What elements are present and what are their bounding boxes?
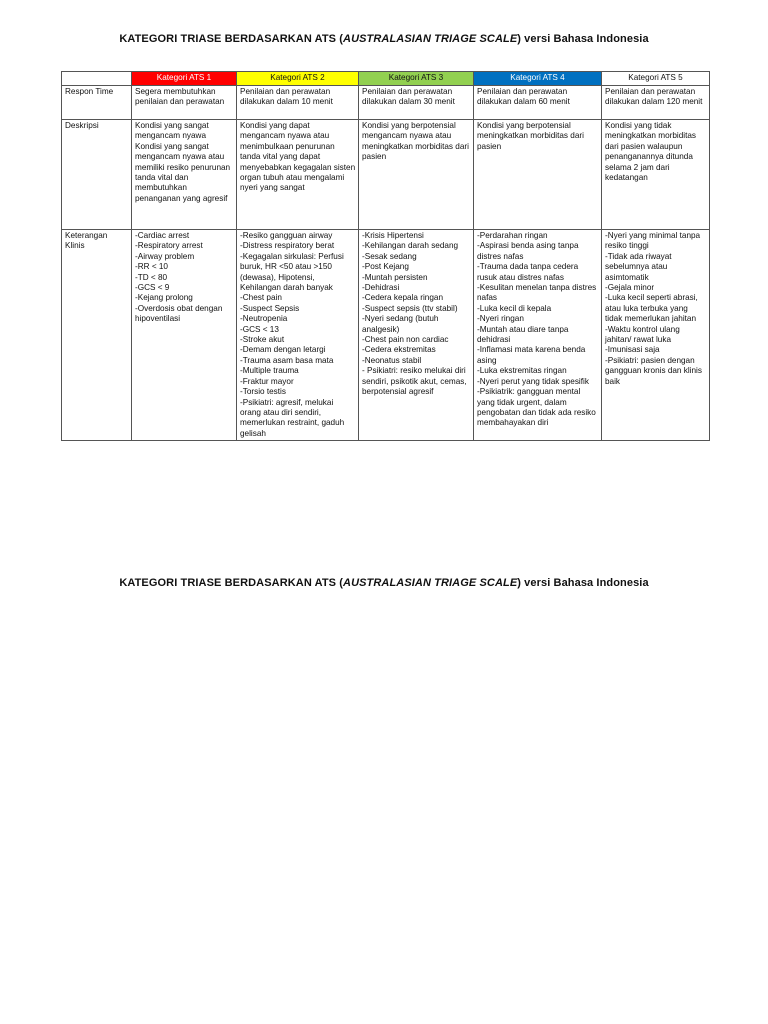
list-item: -GCS < 13 (240, 324, 279, 334)
list-item: -Nyeri perut yang tidak spesifik (477, 376, 589, 386)
list-item: -Krisis Hipertensi (362, 231, 424, 240)
cell-klinis-ats5 (602, 230, 710, 441)
cell-klinis-ats4 (474, 230, 602, 441)
title-text: KATEGORI TRIASE BERDASARKAN ATS ( (119, 33, 344, 45)
cell-klinis-ats1 (132, 230, 237, 441)
list-item: -Airway problem (135, 251, 195, 261)
list-item: -Nyeri yang minimal tanpa resiko tinggi (605, 231, 701, 251)
cell-respon-ats5: Penilaian dan perawatan dilakukan dalam 120 menit (602, 86, 710, 120)
cell-deskripsi-ats5: Kondisi yang tidak meningkatkan morbiditas dari pasien walaupun penanganannya ditunda selama 2 jam dari kedatangan (602, 120, 710, 230)
list-item: -Sesak sedang (362, 251, 417, 261)
header-ats3: Kategori ATS 3 (359, 72, 474, 86)
list-item: -Kehilangan darah sedang (362, 241, 459, 251)
list-item: -Muntah atau diare tanpa dehidrasi (477, 324, 569, 345)
header-ats2: Kategori ATS 2 (237, 72, 359, 86)
page-title (0, 33, 768, 45)
list-item: -GCS < 9 (135, 283, 170, 293)
list-item: -Torsio testis (240, 387, 286, 397)
cell-respon-ats3: Penilaian dan perawatan dilakukan dalam 30 menit (359, 86, 474, 120)
list-item: -Suspect Sepsis (240, 303, 300, 313)
list-item: -Trauma dada tanpa cedera rusuk atau distres nafas (477, 262, 579, 282)
ats-triage-table (61, 71, 710, 441)
list-item: -Cedera ekstremitas (362, 345, 436, 355)
list-item: -Multiple trauma (240, 366, 299, 376)
header-ats1: Kategori ATS 1 (132, 72, 237, 86)
row-label-keterangan-klinis: Keterangan Klinis (62, 230, 132, 441)
list-item: -Kegagalan sirkulasi: Perfusi buruk, HR <50 atau >150 (dewasa), Hipotensi, Kehilangan darah banyak (240, 251, 344, 293)
title-tail-text: ) versi Bahasa Indonesia (517, 577, 649, 589)
table-header-row (62, 72, 710, 86)
list-item: -Inflamasi mata karena benda asing (477, 345, 586, 365)
row-label-deskripsi: Deskripsi (62, 120, 132, 230)
row-label-respon-time: Respon Time (62, 86, 132, 120)
header-ats4: Kategori ATS 4 (474, 72, 602, 86)
list-item: -Luka kecil seperti abrasi, atau luka terbuka yang tidak memerlukan jahitan (605, 293, 698, 324)
list-item: -Imunisasi saja (605, 345, 660, 355)
list-item: -Distress respiratory berat (240, 241, 335, 251)
title-text: KATEGORI TRIASE BERDASARKAN ATS ( (119, 577, 344, 589)
list-item: -Aspirasi benda asing tanpa distres nafas (477, 241, 579, 261)
list-item: -Overdosis obat dengan hipoventilasi (135, 303, 223, 324)
page-title-repeat (0, 577, 768, 589)
list-item: -Demam dengan letargi (240, 345, 326, 355)
list-item: -Suspect sepsis (ttv stabil) (362, 303, 458, 313)
list-item: -Psikiatrik: gangguan mental yang tidak urgent, dalam pengobatan dan tidak ada resiko membahayakan diri (477, 387, 596, 428)
list-item: -Muntah persisten (362, 272, 428, 282)
list-item: -Chest pain non cardiac (362, 335, 449, 345)
title-italic-text: AUSTRALASIAN TRIAGE SCALE (343, 33, 518, 45)
list-item: -Chest pain (240, 293, 282, 303)
list-item: -Dehidrasi (362, 283, 400, 293)
list-item: -Kejang prolong (135, 293, 193, 303)
list-item: -Resiko gangguan airway (240, 231, 333, 240)
list-item: -Gejala minor (605, 283, 655, 293)
title-italic-text: AUSTRALASIAN TRIAGE SCALE (343, 577, 518, 589)
list-item: -Psikiatri: pasien dengan gangguan kronis dan klinis baik (605, 355, 702, 386)
header-ats5: Kategori ATS 5 (602, 72, 710, 86)
cell-deskripsi-ats4: Kondisi yang berpotensial meningkatkan morbiditas dari pasien (474, 120, 602, 230)
cell-respon-ats2: Penilaian dan perawatan dilakukan dalam 10 menit (237, 86, 359, 120)
table-row-keterangan-klinis (62, 230, 710, 441)
list-item: -Cedera kepala ringan (362, 293, 444, 303)
table-row-deskripsi (62, 120, 710, 230)
list-item: -Neonatus stabil (362, 355, 422, 365)
title-tail-text: ) versi Bahasa Indonesia (517, 33, 649, 45)
list-item: -RR < 10 (135, 262, 168, 272)
list-item: -Waktu kontrol ulang jahitan/ rawat luka (605, 324, 680, 345)
list-item: -Nyeri ringan (477, 314, 524, 324)
list-item: -Nyeri sedang (butuh analgesik) (362, 314, 439, 334)
list-item: -Luka kecil di kepala (477, 303, 552, 313)
cell-deskripsi-ats1: Kondisi yang sangat mengancam nyawa Kondisi yang sangat mengancam nyawa atau memiliki resiko penurunan tanda vital dan membutuhkan penanganan yang agresif (132, 120, 237, 230)
cell-respon-ats1: Segera membutuhkan penilaian dan perawatan (132, 86, 237, 120)
cell-deskripsi-ats2: Kondisi yang dapat mengancam nyawa atau menimbulkaan penurunan tanda vital yang dapat menyebabkan kegagalan sisten organ tubuh atau mengalami nyeri yang sangat (237, 120, 359, 230)
list-item: -Trauma asam basa mata (240, 355, 334, 365)
list-item: -Post Kejang (362, 262, 409, 272)
list-item: -Fraktur mayor (240, 376, 294, 386)
list-item: -Kesulitan menelan tanpa distres nafas (477, 283, 597, 303)
cell-respon-ats4: Penilaian dan perawatan dilakukan dalam 60 menit (474, 86, 602, 120)
cell-klinis-ats3 (359, 230, 474, 441)
list-item: -Respiratory arrest (135, 241, 203, 251)
list-item: -Perdarahan ringan (477, 231, 548, 240)
list-item: - Psikiatri: resiko melukai diri sendiri, psikotik akut, cemas, berpotensial agresif (362, 366, 467, 397)
list-item: -Psikiatri: agresif, melukai orang atau diri sendiri, memerlukan restraint, gaduh gelisah (240, 397, 345, 438)
list-item: -Tidak ada riwayat sebelumnya atau asimtomatik (605, 251, 672, 282)
list-item: -Cardiac arrest (135, 231, 190, 240)
list-item: -Neutropenia (240, 314, 288, 324)
header-empty (62, 72, 132, 86)
list-item: -Stroke akut (240, 335, 285, 345)
table-row-respon-time (62, 86, 710, 120)
list-item: -Luka ekstremitas ringan (477, 366, 567, 376)
list-item: -TD < 80 (135, 272, 168, 282)
cell-deskripsi-ats3: Kondisi yang berpotensial mengancam nyawa atau meningkatkan morbiditas dari pasien (359, 120, 474, 230)
cell-klinis-ats2 (237, 230, 359, 441)
